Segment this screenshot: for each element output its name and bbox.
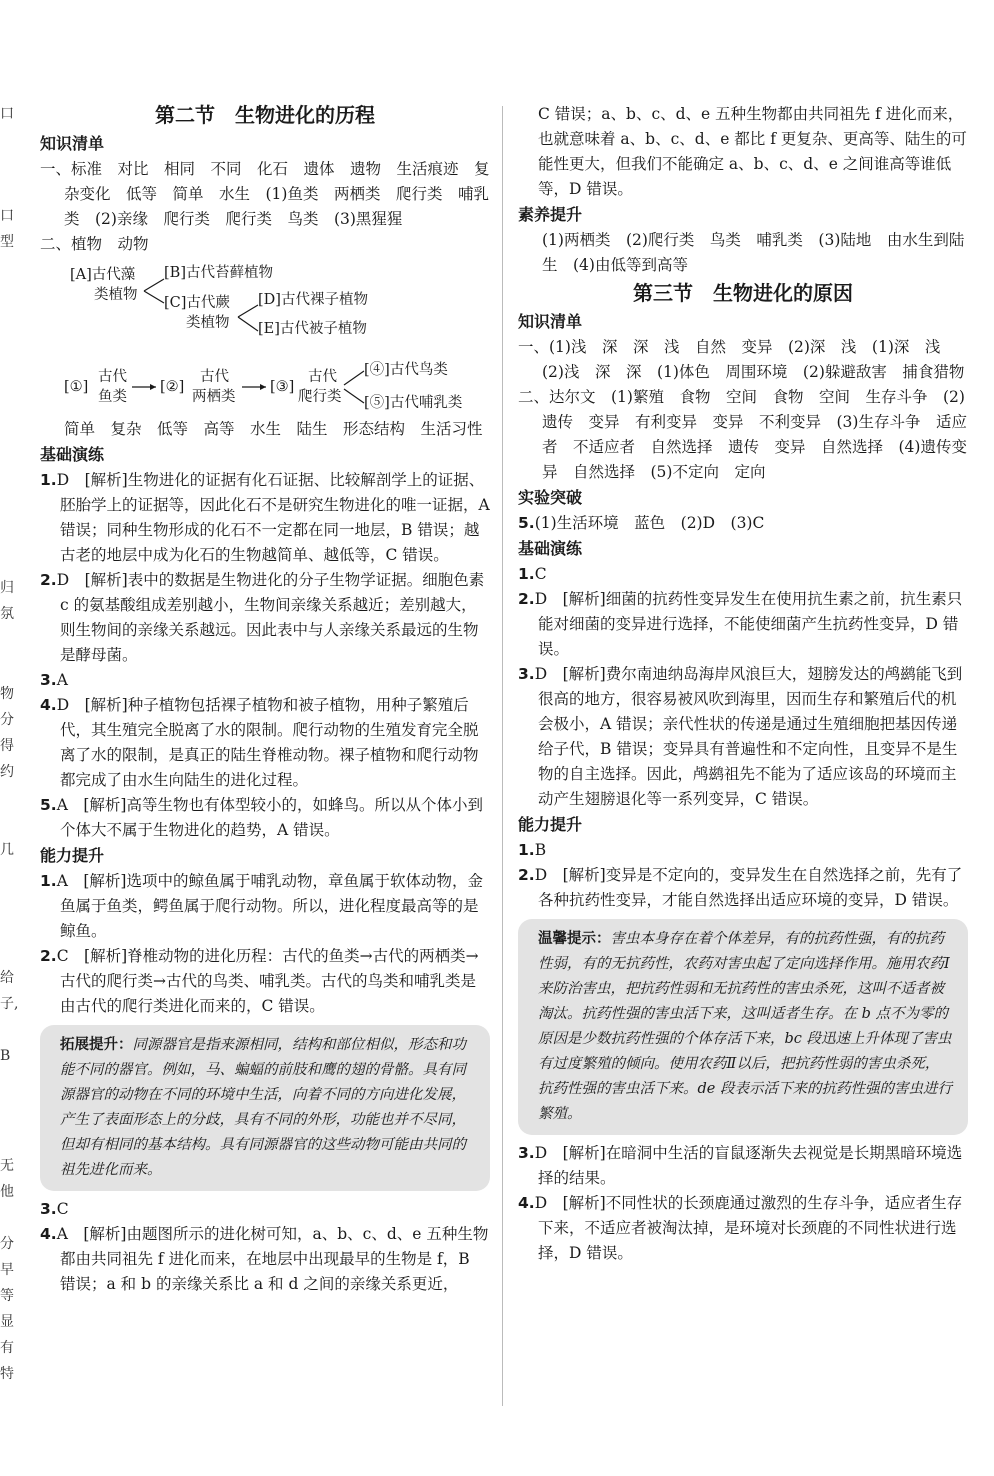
answer-item [518, 662, 968, 812]
edge-char: 有 [0, 1340, 14, 1356]
answer-item [518, 587, 968, 662]
knowledge-item-1: 一、(1)浅 深 深 浅 自然 变异 (2)深 浅 (1)深 浅 (2)浅 深 深 (1)体色 周围环境 (2)躲避敌害 捕食猎物 [518, 338, 965, 381]
evolution-diagram [40, 257, 490, 435]
answer-number: 3. [40, 1200, 57, 1218]
answer-item [40, 693, 490, 793]
edge-char: 子, [0, 996, 19, 1012]
chain-node-3a: 古代 [308, 369, 337, 385]
answer-number: 3. [518, 665, 535, 683]
tip-box [518, 919, 968, 1135]
answer-item [518, 863, 968, 913]
answer-item [40, 468, 490, 568]
heading-knowledge-list: 知识清单 [40, 134, 105, 153]
edge-char: 显 [0, 1314, 14, 1330]
heading-ability-improvement: 能力提升 [40, 846, 105, 865]
tree-node-b: [B]古代苔藓植物 [164, 265, 273, 281]
branch-arrows [344, 371, 364, 403]
edge-char: 分 [0, 712, 14, 728]
tree-node-a-line2: 类植物 [94, 287, 138, 303]
edge-char: 分 [0, 1236, 14, 1252]
answer-item [518, 1191, 968, 1266]
edge-char: 型 [0, 234, 14, 250]
chain-node-1a: 古代 [98, 369, 127, 385]
edge-char: B [0, 1048, 11, 1064]
chain-node-4: [④]古代鸟类 [364, 362, 448, 378]
tree-node-d: [D]古代裸子植物 [258, 292, 368, 308]
tree-node-a: [A]古代藻 [70, 267, 136, 283]
edge-char: 特 [0, 1366, 14, 1382]
edge-char: 口 [0, 106, 14, 122]
answer-text: C [解析]脊椎动物的进化历程：古代的鱼类→古代的两栖类→古代的爬行类→古代的鸟类、哺乳类。古代的鸟类和哺乳类是由古代的爬行类进化而来的，C 错误。 [56, 947, 479, 1015]
tip-text: 害虫本身存在着个体差异，有的抗药性强，有的抗药性弱，有的无抗药性，农药对害虫起了定向选择作用。施用农药Ⅰ来防治害虫，把抗药性弱和无抗药性的害虫杀死，这叫不适者被淘汰。抗药性强的害虫活下来，这叫适者生存。在 b 点不为零的原因是少数抗药性强的个体存活下来，bc 段迅速上升体现了害虫有过度繁殖的倾向。使用农药Ⅱ以后，把抗药性弱的害虫杀死，抗药性强的害虫活下来。de 段表示活下来的抗药性强的害虫进行繁殖。 [538, 931, 952, 1122]
answer-text: C [534, 565, 547, 583]
answer-number: 4. [40, 696, 57, 714]
answer-number: 5. [40, 796, 57, 814]
answer-text: A [56, 671, 68, 689]
edge-char: 约 [0, 764, 14, 780]
answer-text: D [解析]在暗洞中生活的盲鼠逐渐失去视觉是长期黑暗环境选择的结果。 [534, 1144, 963, 1187]
chain-node-5: [⑤]古代哺乳类 [364, 395, 463, 411]
arrow-head [260, 384, 266, 390]
tree-node-e: [E]古代被子植物 [258, 321, 367, 337]
tree-node-c: [C]古代蕨 [164, 295, 230, 311]
knowledge-item-2: 二、达尔文 (1)繁殖 食物 空间 食物 空间 生存斗争 (2)遗传 变异 有利变异 变异 不利变异 (3)生存斗争 适应者 不适应者 自然选择 遗传 变异 自然选择 (4)遗传变异 自然选择 (5)不定向 定向 [518, 388, 967, 481]
edge-char: 他 [0, 1184, 14, 1200]
edge-char: 归 [0, 580, 14, 596]
answer-number: 4. [40, 1225, 57, 1243]
answer-text: A [解析]由题图所示的进化树可知，a、b、c、d、e 五种生物都由共同祖先 f 进化而来，在地层中出现最早的生物是 f，B 错误；a 和 b 的亲缘关系比 a 和 d 之间的亲缘关系更近， [56, 1225, 489, 1293]
answer-text: A [解析]高等生物也有体型较小的，如蜂鸟。所以从个体小到个体大不属于生物进化的趋势，A 错误。 [56, 796, 483, 839]
answer-item [40, 793, 490, 843]
tree-branch [238, 305, 258, 331]
answer-number: 2. [40, 947, 57, 965]
tree-node-c-line2: 类植物 [186, 315, 230, 331]
edge-char: 几 [0, 842, 14, 858]
tip-title: 拓展提升： [60, 1037, 133, 1053]
heading-basic-practice: 基础演练 [518, 539, 583, 558]
answer-text: D [解析]细菌的抗药性变异发生在使用抗生素之前，抗生素只能对细菌的变异进行选择，不能使细菌产生抗药性变异，D 错误。 [534, 590, 963, 658]
answer-item [518, 562, 968, 587]
answer-text: C [56, 1200, 69, 1218]
answer-text: A [解析]选项中的鲸鱼属于哺乳动物，章鱼属于软体动物，金鱼属于鱼类，鳄鱼属于爬行动物。所以，进化程度最高等的是鲸鱼。 [56, 872, 483, 940]
tree-branch [144, 279, 164, 303]
answer-number: 1. [40, 471, 57, 489]
answer-item [40, 568, 490, 668]
answer-text: D [解析]变异是不定向的，变异发生在自然选择之前，先有了各种抗药性变异，才能自然选择出适应环境的变异，D 错误。 [534, 866, 963, 909]
answer-text: D [解析]费尔南迪纳岛海岸风浪巨大，翅膀发达的鸬鹚能飞到很高的地方，很容易被风吹到海里，因而生存和繁殖后代的机会极小，A 错误；亲代性状的传递是通过生殖细胞把基因传递给子代，B 错误；变异具有普遍性和不定向性，且变异不是生物的自主选择。因此，鸬鹚祖先不能为了适应该岛的环境而主动产生翅膀退化等一系列变异，C 错误。 [534, 665, 963, 808]
chain-node-2b: 两栖类 [192, 389, 236, 405]
continued-answer: C 错误；a、b、c、d、e 五种生物都由共同祖先 f 进化而来，也就意味着 a、b、c、d、e 都比 f 更复杂、更高等、陆生的可能性更大，但我们不能确定 a、b、c、d、e 之间谁高等谁低等，D 错误。 [538, 105, 967, 198]
tip-title: 温馨提示： [538, 931, 611, 947]
answer-text: B [534, 841, 547, 859]
answer-number: 3. [518, 1144, 535, 1162]
answer-item [40, 869, 490, 944]
answer-item [518, 511, 968, 536]
arrow-head [150, 384, 156, 390]
answer-number: 5. [518, 514, 535, 532]
edge-char: 等 [0, 1288, 14, 1304]
answer-text: D [解析]生物进化的证据有化石证据、比较解剖学上的证据、胚胎学上的证据等，因此化石不是研究生物进化的唯一证据，A 错误；同种生物形成的化石不一定都在同一地层，B 错误；越古老的地层中成为化石的生物越简单、越低等，C 错误。 [56, 471, 490, 564]
chain-node-2: [②] [160, 379, 185, 395]
page-edge-fragments [0, 0, 20, 1476]
answer-item [40, 1222, 490, 1297]
left-column [40, 100, 490, 1297]
answer-text: (1)生活环境 蓝色 (2)D (3)C [534, 514, 765, 532]
edge-char: 氛 [0, 606, 14, 622]
chain-node-2a: 古代 [200, 369, 229, 385]
answer-item [40, 944, 490, 1019]
chain-node-1: [①] [64, 379, 89, 395]
literacy-answer: (1)两栖类 (2)爬行类 鸟类 哺乳类 (3)陆地 由水生到陆生 (4)由低等到高等 [542, 231, 965, 274]
answer-number: 3. [40, 671, 57, 689]
answer-item [40, 1197, 490, 1222]
heading-ability-improvement: 能力提升 [518, 815, 583, 834]
edge-char: 物 [0, 686, 14, 702]
edge-char: 得 [0, 738, 14, 754]
column-divider [502, 106, 503, 1406]
chain-node-1b: 鱼类 [98, 389, 127, 405]
answer-number: 2. [40, 571, 57, 589]
section-title: 第三节 生物进化的原因 [633, 281, 853, 305]
answer-number: 2. [518, 590, 535, 608]
knowledge-item-3: 简单 复杂 低等 高等 水生 陆生 形态结构 生活习性 [64, 420, 483, 438]
answer-text: D [解析]种子植物包括裸子植物和被子植物，用种子繁殖后代，其生殖完全脱离了水的限制。爬行动物的生殖发育完全脱离了水的限制，是真正的陆生脊椎动物。裸子植物和爬行动物都完成了由水生向陆生的进化过程。 [56, 696, 479, 789]
knowledge-item-1: 一、标准 对比 相同 不同 化石 遗体 遗物 生活痕迹 复杂变化 低等 简单 水生 (1)鱼类 两栖类 爬行类 哺乳类 (2)亲缘 爬行类 爬行类 鸟类 (3)黑猩猩 [40, 160, 490, 228]
answer-item [518, 1141, 968, 1191]
chain-node-3b: 爬行类 [298, 389, 342, 405]
heading-experiment: 实验突破 [518, 488, 583, 507]
heading-knowledge-list: 知识清单 [518, 312, 583, 331]
heading-basic-practice: 基础演练 [40, 445, 105, 464]
answer-number: 1. [40, 872, 57, 890]
edge-char: 口 [0, 208, 14, 224]
chain-node-3: [③] [270, 379, 295, 395]
answer-number: 4. [518, 1194, 535, 1212]
edge-char: 无 [0, 1158, 14, 1174]
edge-char: 早 [0, 1262, 14, 1278]
section-title: 第二节 生物进化的历程 [155, 103, 375, 127]
answer-item [40, 668, 490, 693]
answer-text: D [解析]表中的数据是生物进化的分子生物学证据。细胞色素 c 的氨基酸组成差别越小，生物间亲缘关系越近；差别越大，则生物间的亲缘关系越远。因此表中与人亲缘关系最远的生物是酵母菌。 [56, 571, 485, 664]
tip-box [40, 1025, 490, 1191]
edge-char: 给 [0, 970, 14, 986]
right-column [518, 102, 968, 1266]
heading-literacy-improvement: 素养提升 [518, 205, 583, 224]
answer-text: D [解析]不同性状的长颈鹿通过激烈的生存斗争，适应者生存下来，不适应者被淘汰掉，是环境对长颈鹿的不同性状进行选择，D 错误。 [534, 1194, 963, 1262]
answer-number: 2. [518, 866, 535, 884]
answer-number: 1. [518, 565, 535, 583]
tip-text: 同源器官是指来源相同，结构和部位相似，形态和功能不同的器官。例如，马、蝙蝠的前肢和鹰的翅的骨骼。具有同源器官的动物在不同的环境中生活，向着不同的方向进化发展，产生了表面形态上的分歧，具有不同的外形，功能也并不尽同，但却有相同的基本结构。具有同源器官的这些动物可能由共同的祖先进化而来。 [60, 1037, 466, 1178]
answer-number: 1. [518, 841, 535, 859]
knowledge-item-2: 二、植物 动物 [40, 235, 149, 253]
answer-item [518, 838, 968, 863]
